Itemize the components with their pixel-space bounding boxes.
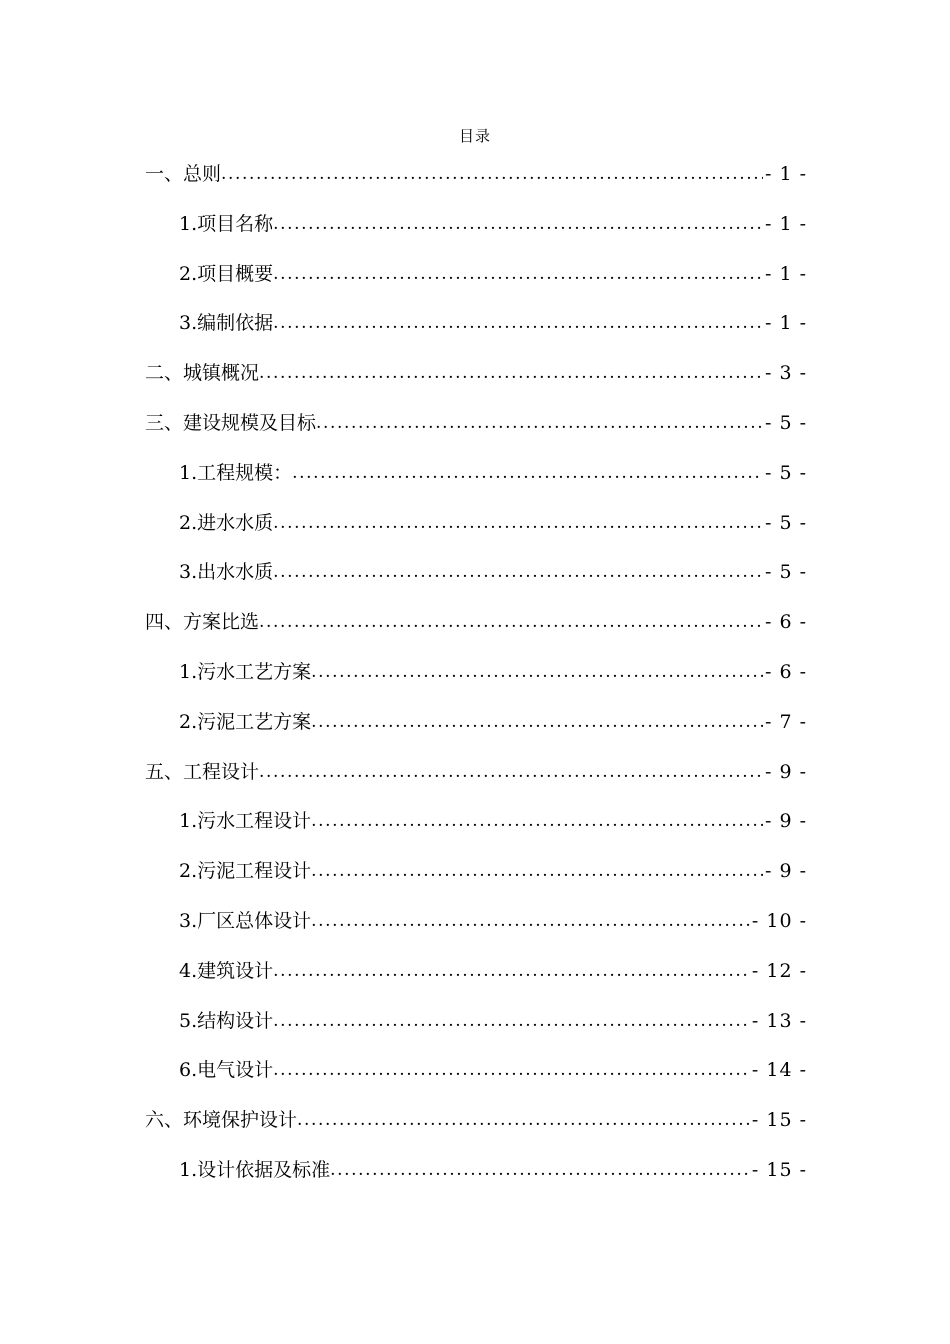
toc-entry[interactable]: [145, 847, 807, 897]
toc-dot-leader: [259, 349, 763, 399]
toc-entry-label: 1.工程规模：: [179, 461, 293, 484]
toc-dot-leader: [316, 399, 763, 449]
toc-entry-label: 2.进水水质: [179, 511, 274, 534]
toc-entry-label: 4.建筑设计: [179, 959, 274, 982]
toc-entry[interactable]: [145, 797, 807, 847]
toc-dot-leader: [311, 847, 763, 897]
toc-dot-leader: [273, 997, 750, 1047]
toc-title: 目录: [458, 127, 491, 145]
toc-dot-leader: [330, 1146, 750, 1196]
toc-entry-label: 1.污水工艺方案: [179, 660, 312, 683]
toc-entry[interactable]: [145, 449, 807, 499]
toc-dot-leader: [273, 548, 763, 598]
toc-entry-label: 2.污泥工艺方案: [179, 710, 312, 733]
toc-dot-leader: [273, 200, 763, 250]
toc-entry[interactable]: [145, 548, 807, 598]
toc-entry-page: - 6 -: [764, 611, 807, 634]
toc-entry-page: - 5 -: [764, 411, 807, 434]
toc-dot-leader: [273, 299, 763, 349]
toc-entry[interactable]: [145, 299, 807, 349]
toc-entry-label: 3.编制依据: [179, 312, 274, 335]
toc-entry-label: 2.项目概要: [179, 262, 274, 285]
toc-entry-page: - 1 -: [764, 262, 807, 285]
toc-entry-page: - 9 -: [764, 760, 807, 783]
toc-list: [145, 150, 807, 1196]
toc-entry-label: 四、方案比选: [145, 611, 260, 634]
toc-entry-page: - 10 -: [751, 909, 807, 932]
toc-entry[interactable]: [145, 598, 807, 648]
toc-entry[interactable]: [145, 150, 807, 200]
toc-entry[interactable]: [145, 897, 807, 947]
toc-entry-page: - 9 -: [764, 810, 807, 833]
toc-dot-leader: [311, 797, 763, 847]
toc-entry[interactable]: [145, 349, 807, 399]
toc-entry-page: - 13 -: [751, 1009, 807, 1032]
toc-entry[interactable]: [145, 648, 807, 698]
toc-entry-page: - 9 -: [764, 860, 807, 883]
toc-entry-label: 3.出水水质: [179, 561, 274, 584]
toc-entry-label: 三、建设规模及目标: [145, 411, 317, 434]
toc-dot-leader: [273, 250, 763, 300]
toc-dot-leader: [311, 698, 763, 748]
toc-entry[interactable]: [145, 997, 807, 1047]
toc-entry-page: - 1 -: [764, 312, 807, 335]
toc-entry-page: - 6 -: [764, 660, 807, 683]
toc-entry[interactable]: [145, 250, 807, 300]
toc-entry-label: 5.结构设计: [179, 1009, 274, 1032]
toc-dot-leader: [273, 499, 763, 549]
toc-entry[interactable]: [145, 399, 807, 449]
toc-entry-page: - 12 -: [751, 959, 807, 982]
toc-entry-label: 3.厂区总体设计: [179, 909, 312, 932]
toc-entry-page: - 5 -: [764, 461, 807, 484]
toc-entry-page: - 1 -: [764, 212, 807, 235]
toc-entry[interactable]: [145, 947, 807, 997]
toc-entry[interactable]: [145, 748, 807, 798]
toc-entry-page: - 5 -: [764, 561, 807, 584]
toc-entry-page: - 7 -: [764, 710, 807, 733]
toc-dot-leader: [273, 1046, 750, 1096]
toc-dot-leader: [292, 449, 763, 499]
toc-entry[interactable]: [145, 698, 807, 748]
toc-entry[interactable]: [145, 1096, 807, 1146]
toc-entry-label: 2.污泥工程设计: [179, 860, 312, 883]
toc-entry-page: - 14 -: [751, 1059, 807, 1082]
toc-entry-page: - 3 -: [764, 362, 807, 385]
toc-entry-label: 五、工程设计: [145, 760, 260, 783]
toc-dot-leader: [297, 1096, 750, 1146]
toc-entry-label: 二、城镇概况: [145, 362, 260, 385]
toc-dot-leader: [311, 897, 750, 947]
toc-entry-label: 1.项目名称: [179, 212, 274, 235]
toc-entry-page: - 15 -: [751, 1109, 807, 1132]
toc-dot-leader: [259, 598, 763, 648]
toc-entry[interactable]: [145, 499, 807, 549]
toc-entry[interactable]: [145, 200, 807, 250]
toc-entry-label: 1.设计依据及标准: [179, 1158, 331, 1181]
toc-entry-page: - 1 -: [764, 163, 807, 185]
toc-entry-page: - 5 -: [764, 511, 807, 534]
toc-entry[interactable]: [145, 1046, 807, 1096]
toc-entry-page: - 15 -: [751, 1158, 807, 1181]
toc-dot-leader: [311, 648, 763, 698]
toc-entry-label: 6.电气设计: [179, 1059, 274, 1082]
toc-entry-label: 六、环境保护设计: [145, 1109, 298, 1132]
toc-dot-leader: [221, 150, 763, 200]
toc-dot-leader: [259, 748, 763, 798]
toc-entry-label: 一、总则: [145, 163, 222, 185]
toc-entry-label: 1.污水工程设计: [179, 810, 312, 833]
toc-dot-leader: [273, 947, 750, 997]
toc-entry[interactable]: [145, 1146, 807, 1196]
